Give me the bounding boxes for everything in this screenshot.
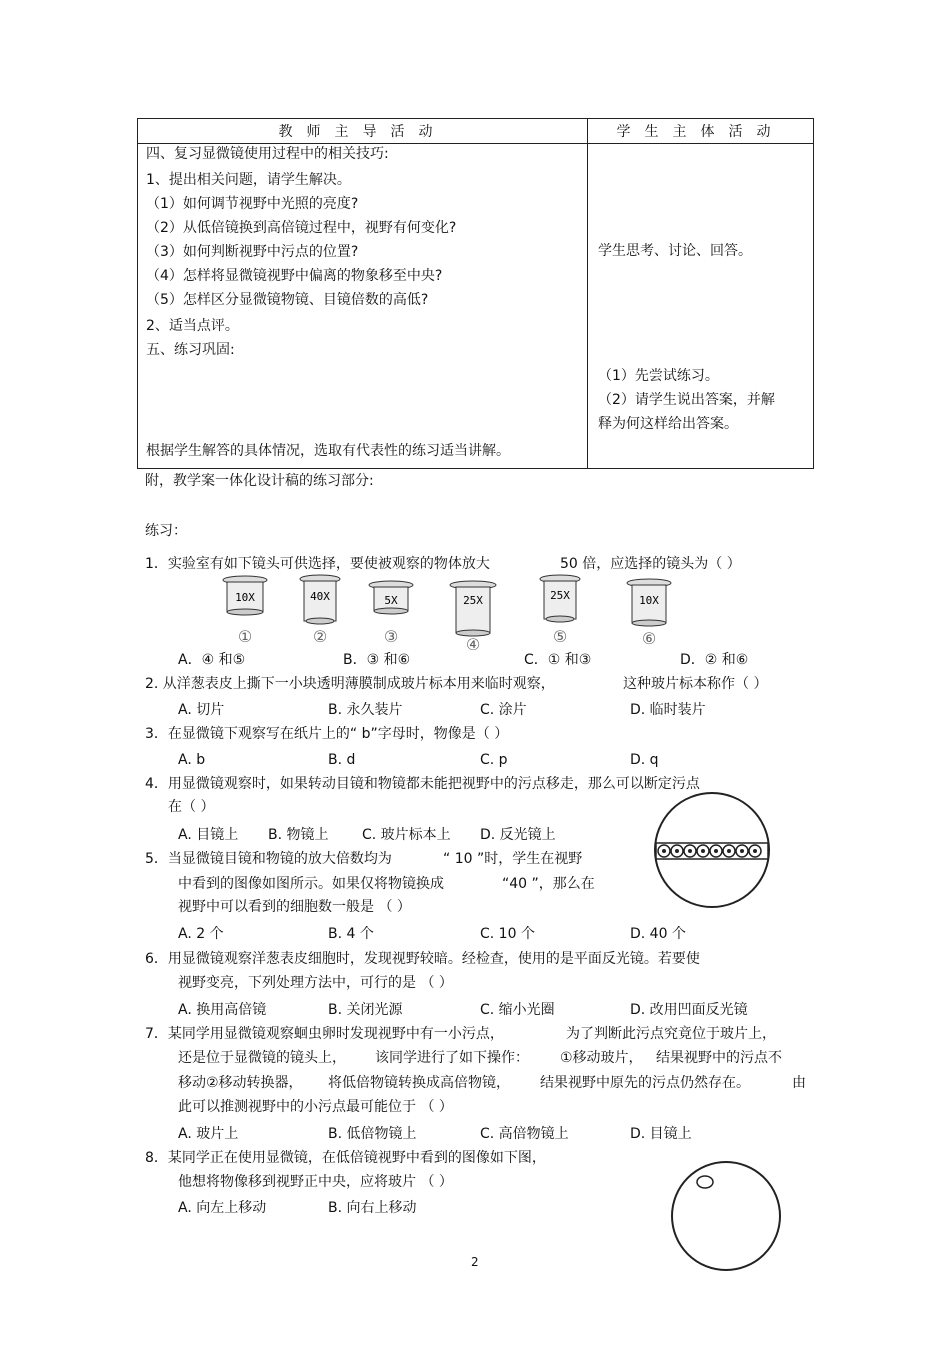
q3-option-c: C. p: [480, 752, 508, 768]
lens-1-number: ①: [237, 627, 253, 646]
q7-option-c: C. 高倍物镜上: [480, 1126, 569, 1142]
q4-stem-a: 4．用显微镜观察时，如果转动目镜和物镜都未能把视野中的污点移走，那么可以断定污点: [145, 776, 700, 792]
q1-option-a: A．④ 和⑤: [178, 652, 246, 668]
q7-line2-a: 还是位于显微镜的镜头上，: [178, 1050, 346, 1066]
lens-5-label: 25X: [550, 589, 570, 602]
teacher-line: 四、复习显微镜使用过程中的相关技巧:: [146, 146, 389, 162]
lens-2-label: 40X: [310, 590, 330, 603]
q2-stem-b: 这种玻片标本称作（ ）: [623, 676, 768, 692]
q7-line1-b: 为了判断此污点究竟位于玻片上，: [566, 1026, 776, 1042]
q1-option-b: B．③ 和⑥: [343, 652, 411, 668]
q2-option-d: D. 临时装片: [630, 702, 706, 718]
q5-line2-a: 中看到的图像如图所示。如果仅将物镜换成: [178, 876, 444, 892]
q8-line1: 8．某同学正在使用显微镜，在低倍镜视野中看到的图像如下图，: [145, 1150, 546, 1166]
q3-option-a: A. b: [178, 752, 206, 768]
teacher-line: （5）怎样区分显微镜物镜、目镜倍数的高低?: [146, 292, 429, 308]
teacher-line: 1、提出相关问题，请学生解决。: [146, 172, 351, 188]
lens-3: [369, 581, 413, 646]
q6-option-d: D. 改用凹面反光镜: [630, 1002, 748, 1018]
q3-option-b: B. d: [328, 752, 356, 768]
q5-microscope-field: [652, 790, 772, 910]
teacher-line: 2、适当点评。: [146, 318, 239, 334]
lens-1: [223, 576, 267, 646]
q1-stem-a: 1．实验室有如下镜头可供选择，要使被观察的物体放大: [145, 556, 490, 572]
q5-line1-b: “ 10 ”时，学生在视野: [443, 851, 583, 867]
q4-stem-b: 在（ ）: [168, 799, 215, 815]
q6-option-b: B. 关闭光源: [328, 1002, 403, 1018]
q8-option-b: B. 向右上移动: [328, 1200, 417, 1216]
lens-3-number: ③: [383, 627, 399, 646]
q7-line4: 此可以推测视野中的小污点最可能位于 （ ）: [178, 1099, 453, 1115]
exercise-title: 练习：: [145, 523, 187, 539]
q7-line1-a: 7．某同学用显微镜观察蛔虫卵时发现视野中有一小污点，: [145, 1026, 504, 1042]
q7-line2-c: ①移动玻片，: [560, 1050, 643, 1066]
q7-option-b: B. 低倍物镜上: [328, 1126, 417, 1142]
lens-4-number: ④: [465, 635, 481, 650]
lens-4-label: 25X: [463, 594, 483, 607]
q5-option-d: D. 40 个: [630, 926, 686, 942]
q7-line3-d: 由: [792, 1075, 806, 1091]
q7-option-a: A. 玻片上: [178, 1126, 239, 1142]
q2-option-c: C. 涂片: [480, 702, 527, 718]
teacher-cell: [138, 144, 588, 469]
teacher-line: 根据学生解答的具体情况，选取有代表性的练习适当讲解。: [146, 443, 510, 459]
teacher-line: 五、练习巩固:: [146, 342, 235, 358]
lens-6-number: ⑥: [641, 629, 657, 648]
student-line: 学生思考、讨论、回答。: [598, 243, 752, 259]
q7-option-d: D. 目镜上: [630, 1126, 692, 1142]
q3-stem: 3．在显微镜下观察写在纸片上的“ b”字母时，物像是（ ）: [145, 726, 509, 742]
student-line: 释为何这样给出答案。: [598, 416, 738, 432]
q5-line1-a: 5．当显微镜目镜和物镜的放大倍数均为: [145, 851, 392, 867]
q6-line1: 6．用显微镜观察洋葱表皮细胞时，发现视野较暗。经检查，使用的是平面反光镜。若要使: [145, 951, 700, 967]
q1-stem-b: 50 倍，应选择的镜头为（ ）: [560, 556, 741, 572]
q4-option-a: A. 目镜上: [178, 827, 239, 843]
page-number: 2: [471, 1255, 479, 1269]
header-teacher: 教师主导活动: [138, 119, 588, 144]
appendix-note: 附，教学案一体化设计稿的练习部分:: [145, 473, 374, 489]
q7-line3-c: 结果视野中原先的污点仍然存在。: [540, 1075, 750, 1091]
q2-option-b: B. 永久装片: [328, 702, 403, 718]
q5-line2-b: “40 ”，那么在: [502, 876, 595, 892]
teacher-line: （1）如何调节视野中光照的亮度?: [146, 196, 359, 212]
teacher-line: （4）怎样将显微镜视野中偏离的物象移至中央?: [146, 268, 443, 284]
lens-5: [540, 575, 580, 646]
q6-line2: 视野变亮，下列处理方法中，可行的是 （ ）: [178, 975, 453, 991]
student-cell: [588, 144, 814, 469]
lens-2: [300, 575, 340, 646]
lesson-table: [137, 118, 814, 469]
header-student: 学生主体活动: [588, 119, 814, 144]
lens-4: [450, 581, 496, 650]
q6-option-c: C. 缩小光圈: [480, 1002, 555, 1018]
teacher-line: （2）从低倍镜换到高倍镜过程中，视野有何变化?: [146, 220, 457, 236]
q8-microscope-field: [668, 1158, 784, 1274]
q7-line2-b: 该同学进行了如下操作：: [375, 1050, 529, 1066]
lens-5-number: ⑤: [552, 627, 568, 646]
lens-1-label: 10X: [235, 591, 255, 604]
q3-option-d: D. q: [630, 752, 659, 768]
q2-option-a: A. 切片: [178, 702, 225, 718]
q5-line3: 视野中可以看到的细胞数一般是 （ ）: [178, 899, 411, 915]
q4-option-c: C. 玻片标本上: [362, 827, 451, 843]
lens-figure: [220, 574, 700, 650]
lens-6-label: 10X: [639, 594, 659, 607]
q4-option-d: D. 反光镜上: [480, 827, 556, 843]
teacher-line: （3）如何判断视野中污点的位置?: [146, 244, 359, 260]
student-line: （1）先尝试练习。: [598, 368, 719, 384]
q7-line2-d: 结果视野中的污点不: [656, 1050, 782, 1066]
q8-line2: 他想将物像移到视野正中央，应将玻片 （ ）: [178, 1174, 453, 1190]
q5-option-b: B. 4 个: [328, 926, 374, 942]
q7-line3-a: 移动②移动转换器，: [178, 1075, 303, 1091]
lens-3-label: 5X: [384, 594, 398, 607]
q1-option-d: D．② 和⑥: [680, 652, 749, 668]
q5-option-c: C. 10 个: [480, 926, 535, 942]
q1-option-c: C．① 和③: [524, 652, 592, 668]
lens-2-number: ②: [312, 627, 328, 646]
q2-stem-a: 2. 从洋葱表皮上撕下一小块透明薄膜制成玻片标本用来临时观察，: [145, 676, 555, 692]
q5-option-a: A. 2 个: [178, 926, 224, 942]
q6-option-a: A. 换用高倍镜: [178, 1002, 267, 1018]
q4-option-b: B. 物镜上: [268, 827, 329, 843]
q8-option-a: A. 向左上移动: [178, 1200, 267, 1216]
lens-6: [627, 579, 671, 648]
q7-line3-b: 将低倍物镜转换成高倍物镜，: [328, 1075, 510, 1091]
student-line: （2）请学生说出答案，并解: [598, 392, 775, 408]
